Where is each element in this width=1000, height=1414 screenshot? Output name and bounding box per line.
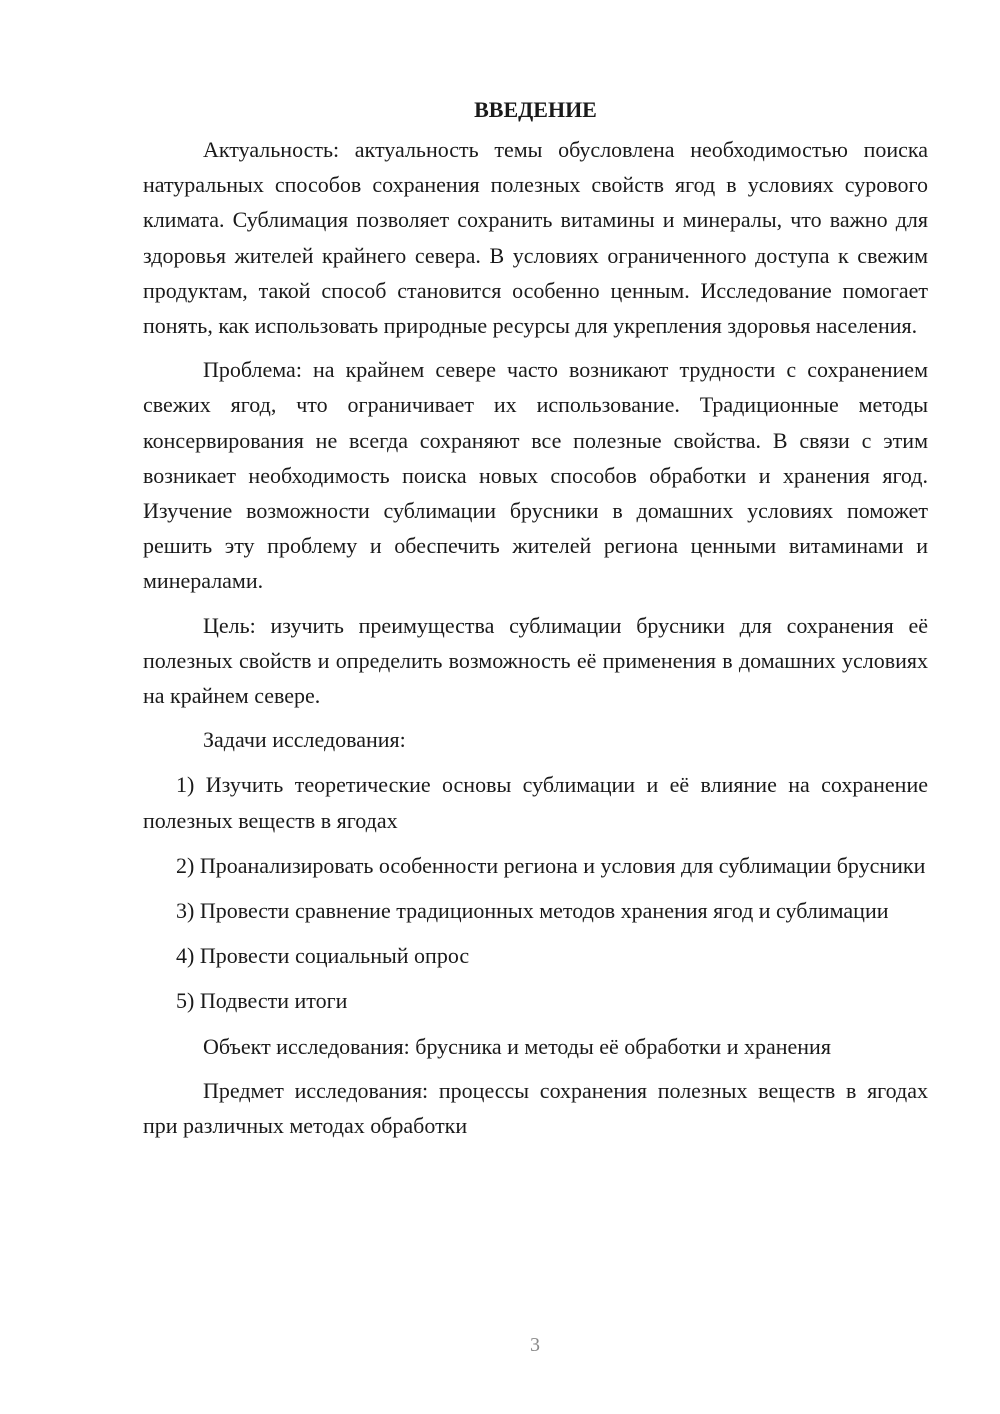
task-item-1: 1) Изучить теоретические основы сублимации и её влияние на сохранение полезных веществ в ягодах [143, 772, 928, 833]
task-item-3: 3) Провести сравнение традиционных методов хранения ягод и сублимации [176, 898, 889, 924]
object-paragraph: Объект исследования: брусника и методы её обработки и хранения [203, 1033, 831, 1059]
document-page [143, 90, 928, 1152]
problem-paragraph: Проблема: на крайнем севере часто возникают трудности с сохранением свежих ягод, что ограничивает их использование. Традиционные методы консервирования не всегда сохраняют все полезные свойства. В связи с этим возникает необходимость поиска новых способов обработки и хранения ягод. Изучение возможности сублимации брусники в домашних условиях поможет решить эту проблему и обеспечить жителей региона ценными витаминами и минералами. [143, 357, 928, 594]
page-title: ВВЕДЕНИЕ [474, 97, 597, 122]
relevance-paragraph: Актуальность: актуальность темы обусловлена необходимостью поиска натуральных способов сохранения полезных свойств ягод в условиях сурового климата. Сублимация позволяет сохранить витамины и минералы, что важно для здоровья жителей крайнего севера. В условиях ограниченного доступа к свежим продуктам, такой способ становится особенно ценным. Исследование помогает понять, как использовать природные ресурсы для укрепления здоровья населения. [143, 137, 928, 339]
goal-paragraph: Цель: изучить преимущества сублимации брусники для сохранения её полезных свойств и определить возможность её применения в домашних условиях на крайнем севере. [143, 612, 928, 709]
task-item-2: 2) Проанализировать особенности региона и условия для сублимации брусники [176, 852, 926, 878]
task-item-4: 4) Провести социальный опрос [176, 943, 470, 969]
task-item-5: 5) Подвести итоги [176, 988, 348, 1014]
tasks-heading: Задачи исследования: [203, 727, 406, 753]
page-number: 3 [530, 1334, 540, 1356]
subject-paragraph: Предмет исследования: процессы сохранения полезных веществ в ягодах при различных методах обработки [143, 1077, 928, 1139]
